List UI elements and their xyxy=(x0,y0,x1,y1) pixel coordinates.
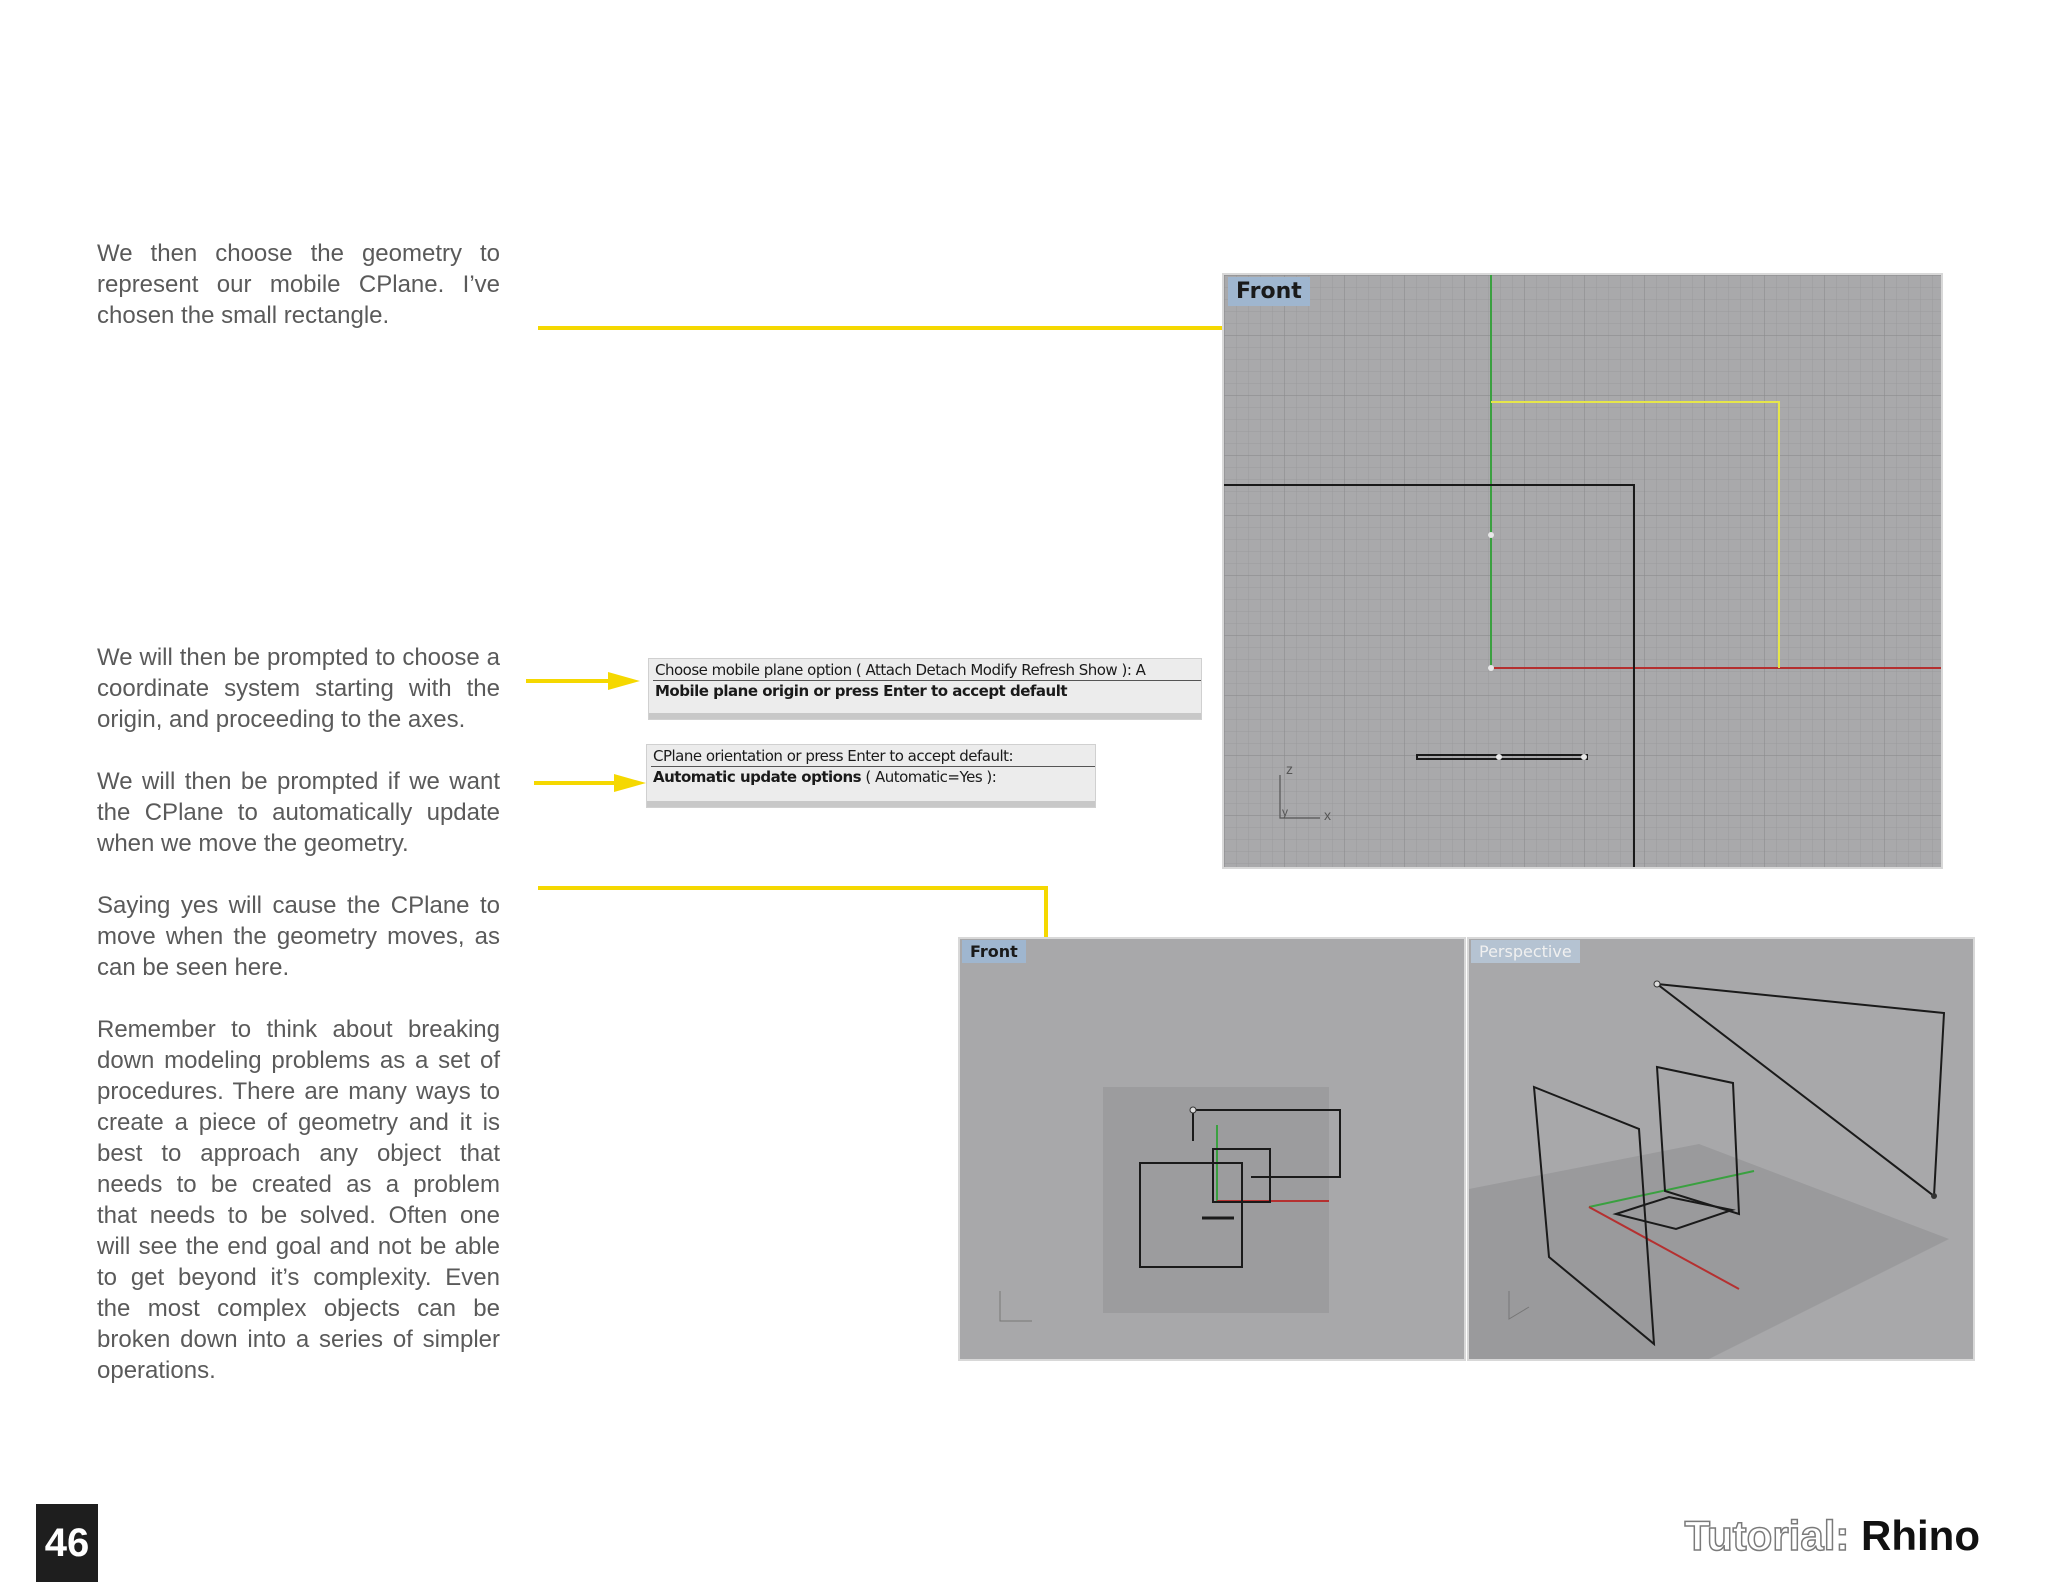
front-viewport-small-drawing xyxy=(960,939,1464,1359)
arrow-to-command1 xyxy=(526,670,646,694)
footer-title-subject: Rhino xyxy=(1861,1512,1980,1559)
front-viewport-small[interactable] xyxy=(958,937,1466,1361)
axis-label-y: y xyxy=(1282,805,1288,819)
command-prompt-update[interactable]: Automatic update options ( Automatic=Yes ): xyxy=(653,768,997,786)
front-viewport-drawing xyxy=(1224,275,1941,867)
tab-front-viewport-small[interactable]: Front xyxy=(962,940,1026,963)
command-line-cplane-orientation xyxy=(646,744,1096,808)
footer-title-prefix: Tutorial: xyxy=(1684,1512,1850,1559)
tab-perspective-viewport[interactable]: Perspective xyxy=(1471,940,1580,963)
paragraph-coordinate-system: We will then be prompted to choose a coordinate system starting with the origin, and proceeding to the axes. xyxy=(97,644,500,733)
footer-title xyxy=(1684,1512,1980,1560)
axis-label-z: z xyxy=(1286,761,1293,777)
paragraph-remember: Remember to think about breaking down modeling problems as a set of procedures. There are many ways to create a piece of geometry and it is best to approach any object that needs to be created as a problem that needs to be solved. Often one will see the end goal and not be able to get beyond it’s complexity. Even the most complex objects can be broken down into a series of simpler operations. xyxy=(97,1016,500,1384)
command-line-mobile-plane xyxy=(648,658,1202,720)
axis-label-x: x xyxy=(1324,807,1331,823)
arrow-to-command2 xyxy=(534,772,652,796)
command-prompt-origin[interactable]: Mobile plane origin or press Enter to accept default xyxy=(655,682,1068,700)
front-viewport-large[interactable] xyxy=(1222,273,1943,869)
perspective-viewport-small[interactable] xyxy=(1467,937,1975,1361)
perspective-viewport-drawing xyxy=(1469,939,1973,1359)
command-prompt-options: Choose mobile plane option ( Attach Detach Modify Refresh Show ): A xyxy=(655,661,1146,679)
arrow-to-front-viewport xyxy=(538,318,1273,342)
tab-front-viewport[interactable]: Front xyxy=(1228,277,1310,306)
page-number: 46 xyxy=(36,1504,98,1582)
command-prompt-orientation: CPlane orientation or press Enter to accept default: xyxy=(653,747,1014,765)
paragraph-saying-yes: Saying yes will cause the CPlane to move when the geometry moves, as can be seen here. xyxy=(97,892,500,981)
paragraph-automatic-update: We will then be prompted if we want the CPlane to automatically update when we move the geometry. xyxy=(97,768,500,857)
paragraph-choose-geometry: We then choose the geometry to represent our mobile CPlane. I’ve chosen the small rectangle. xyxy=(97,240,500,329)
